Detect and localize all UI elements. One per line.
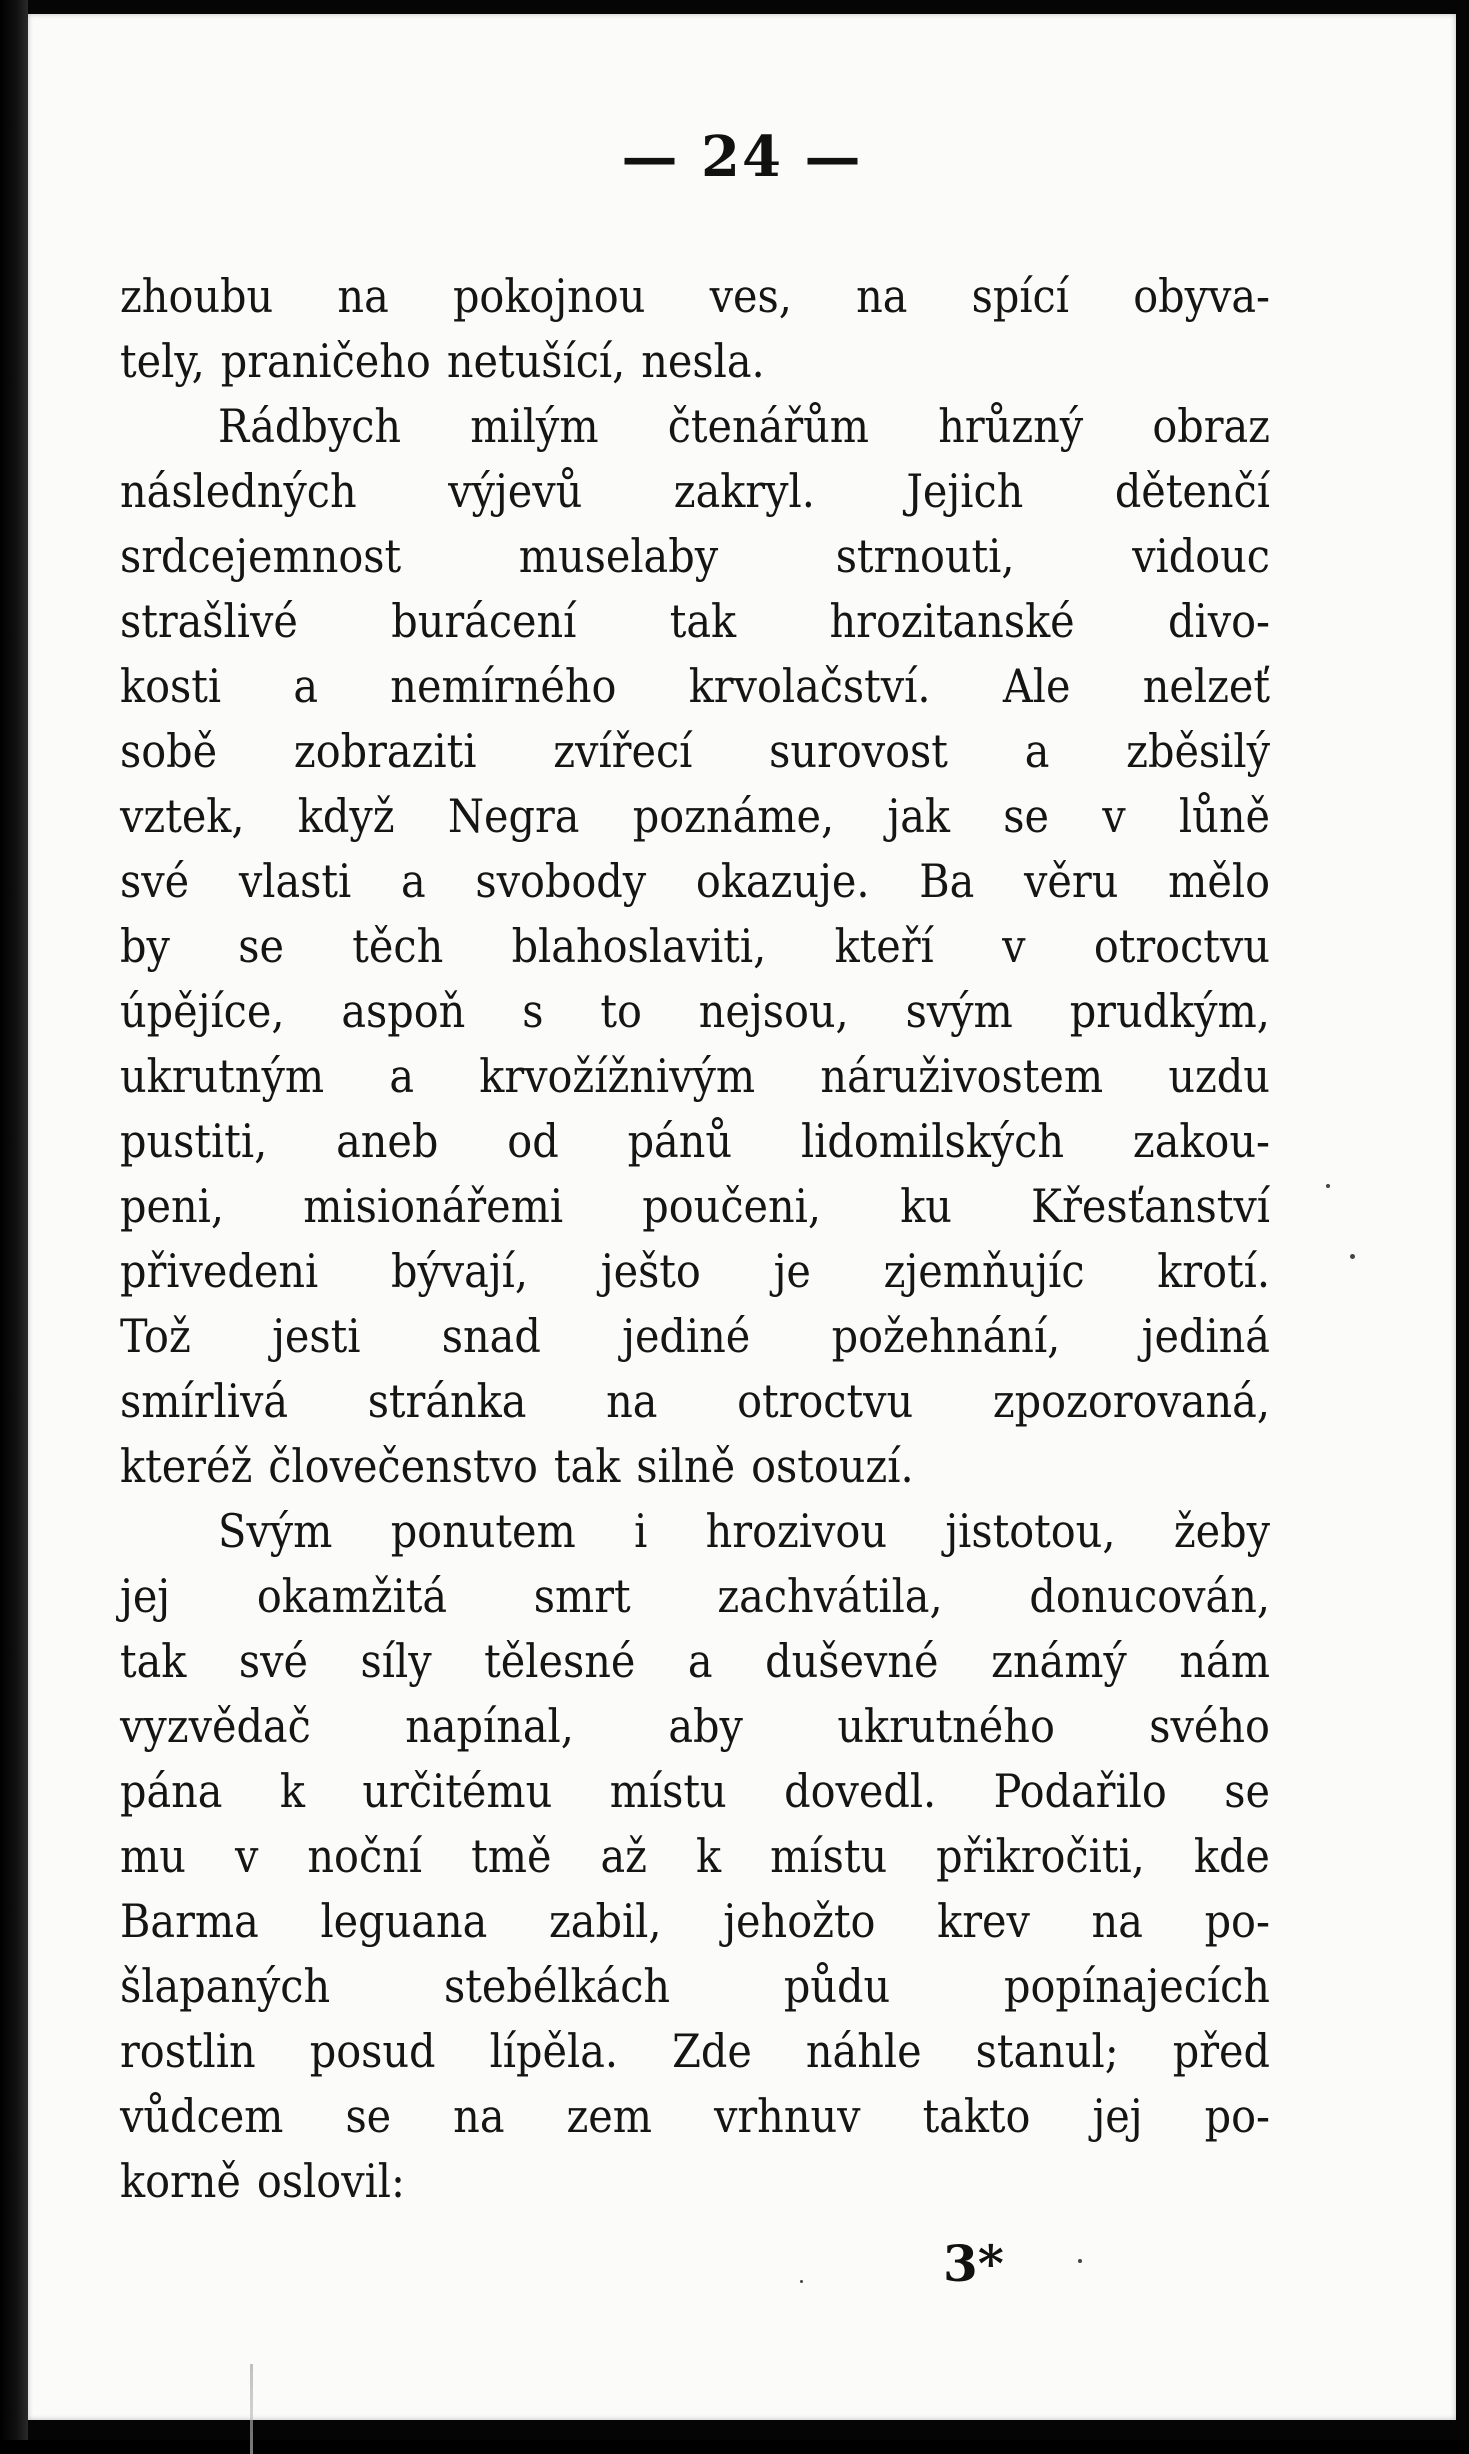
scan-scratch — [250, 2364, 253, 2454]
word: až — [600, 1829, 647, 1883]
word: k — [279, 1764, 305, 1818]
word: kteréž — [120, 1439, 253, 1493]
text-line — [120, 1304, 1270, 1369]
text-line — [120, 1174, 1270, 1239]
word: zpozorovaná, — [992, 1374, 1270, 1428]
word: zjemňujíc — [883, 1244, 1085, 1298]
word: i — [634, 1504, 648, 1558]
word: půdu — [783, 1959, 891, 2013]
word: v — [1002, 919, 1026, 973]
word: na — [337, 269, 389, 323]
word: okazuje. — [695, 854, 870, 908]
word: zem — [566, 2089, 653, 2143]
word: síly — [360, 1634, 432, 1688]
word: Negra — [447, 789, 580, 843]
word: ukrutným — [120, 1049, 325, 1103]
word: čtenářům — [667, 399, 870, 453]
scan-speck — [1326, 1184, 1330, 1188]
page-body-text — [120, 264, 1270, 2214]
word: pustiti, — [120, 1114, 268, 1168]
word: jistotou, — [945, 1504, 1116, 1558]
word: šlapaných — [120, 1959, 331, 2013]
word: burácení — [391, 594, 577, 648]
word: se — [345, 2089, 392, 2143]
word: své — [238, 1634, 308, 1688]
word: mu — [120, 1829, 186, 1883]
word: Ba — [919, 854, 975, 908]
word: bývají, — [390, 1244, 529, 1298]
text-line — [120, 2149, 1270, 2214]
word: strašlivé — [120, 594, 298, 648]
word: pána — [120, 1764, 223, 1818]
word: a — [687, 1634, 713, 1688]
binding-edge — [0, 0, 28, 2440]
word: když — [297, 789, 395, 843]
word: požehnání, — [831, 1309, 1061, 1363]
word: svým — [905, 984, 1013, 1038]
word: jehožto — [723, 1894, 876, 1948]
word: peni, — [120, 1179, 224, 1233]
word: korně — [120, 2154, 241, 2208]
scan-speck — [1078, 2259, 1082, 2263]
word: duševné — [765, 1634, 939, 1688]
word: blahoslaviti, — [511, 919, 767, 973]
word: přikročiti, — [936, 1829, 1145, 1883]
word: tak — [120, 1634, 187, 1688]
word: místu — [609, 1764, 727, 1818]
word: na — [606, 1374, 658, 1428]
word: vrhnuv — [714, 2089, 861, 2143]
word: na — [856, 269, 908, 323]
word: rostlin — [120, 2024, 256, 2078]
word: Křesťanství — [1031, 1179, 1270, 1233]
word: své — [120, 854, 190, 908]
word: Svým — [218, 1504, 333, 1558]
word: jej — [1092, 2089, 1143, 2143]
word: hrůzný — [938, 399, 1084, 453]
word: nelzeť — [1142, 659, 1270, 713]
word: poznáme, — [632, 789, 835, 843]
text-line — [120, 654, 1270, 719]
word: tak — [553, 1439, 621, 1493]
word: napínal, — [405, 1699, 574, 1753]
word: posud — [309, 2024, 436, 2078]
word: je — [773, 1244, 811, 1298]
word: svobody — [475, 854, 647, 908]
text-line — [120, 1564, 1270, 1629]
word: jak — [887, 789, 950, 843]
text-line — [120, 1109, 1270, 1174]
word: Barma — [120, 1894, 259, 1948]
word: před — [1172, 2024, 1270, 2078]
word: zvířecí — [553, 724, 693, 778]
word: to — [600, 984, 642, 1038]
text-line — [120, 1499, 1270, 1564]
word: surovost — [769, 724, 948, 778]
word: a — [1024, 724, 1050, 778]
word: oslovil: — [256, 2154, 405, 2208]
word: leguana — [320, 1894, 488, 1948]
word: misionářemi — [303, 1179, 564, 1233]
word: človečenstvo — [268, 1439, 538, 1493]
word: dovedl. — [784, 1764, 937, 1818]
word: vidouc — [1132, 529, 1270, 583]
word: kde — [1193, 1829, 1270, 1883]
word: smrt — [533, 1569, 631, 1623]
word: tely, — [120, 334, 205, 388]
word: kosti — [120, 659, 222, 713]
word: od — [507, 1114, 559, 1168]
text-line — [120, 1889, 1270, 1954]
word: Ale — [1002, 659, 1071, 713]
word: popínajecích — [1003, 1959, 1270, 2013]
text-line — [120, 1239, 1270, 1304]
word: kteří — [834, 919, 934, 973]
word: žeby — [1173, 1504, 1270, 1558]
word: Rádbych — [218, 399, 402, 453]
word: na — [453, 2089, 505, 2143]
word: okamžitá — [256, 1569, 448, 1623]
word: snad — [441, 1309, 541, 1363]
word: tak — [669, 594, 737, 648]
word: jej — [120, 1569, 171, 1623]
word: lípěla. — [489, 2024, 619, 2078]
text-line — [120, 849, 1270, 914]
word: pánů — [627, 1114, 733, 1168]
word: aby — [668, 1699, 743, 1753]
word: krvolačství. — [688, 659, 931, 713]
text-line — [120, 459, 1270, 524]
word: pokojnou — [452, 269, 646, 323]
page-number: — 24 — — [621, 124, 863, 190]
text-line — [120, 2019, 1270, 2084]
word: takto — [922, 2089, 1031, 2143]
word: svého — [1149, 1699, 1270, 1753]
word: aspoň — [341, 984, 466, 1038]
word: ku — [900, 1179, 952, 1233]
word: hrozitanské — [829, 594, 1075, 648]
word: jediné — [622, 1309, 751, 1363]
word: následných — [120, 464, 357, 518]
word: náhle — [805, 2024, 922, 2078]
word: nesla. — [641, 334, 765, 388]
word: vůdcem — [120, 2089, 284, 2143]
word: sobě — [120, 724, 218, 778]
word: zobraziti — [293, 724, 477, 778]
text-line — [120, 1824, 1270, 1889]
text-line — [120, 914, 1270, 979]
book-page — [28, 14, 1456, 2420]
scan-speck — [1350, 1254, 1355, 1259]
word: otroctvu — [1093, 919, 1270, 973]
word: ostouzí. — [751, 1439, 914, 1493]
text-line — [120, 1629, 1270, 1694]
text-line — [120, 1434, 1270, 1499]
word: k — [696, 1829, 722, 1883]
word: a — [293, 659, 319, 713]
word: krotí. — [1157, 1244, 1270, 1298]
word: zakou- — [1132, 1114, 1270, 1168]
word: lidomilských — [800, 1114, 1064, 1168]
word: jediná — [1141, 1309, 1270, 1363]
word: po- — [1204, 2089, 1270, 2143]
word: ukrutného — [837, 1699, 1055, 1753]
scan-speck — [800, 2280, 803, 2283]
word: stebélkách — [443, 1959, 671, 2013]
word: milým — [470, 399, 599, 453]
word: Podařilo — [993, 1764, 1167, 1818]
word: známý — [991, 1634, 1127, 1688]
word: nejsou, — [698, 984, 849, 1038]
word: úpějíce, — [120, 984, 285, 1038]
word: ponutem — [390, 1504, 576, 1558]
word: krvožížnivým — [479, 1049, 756, 1103]
word: aneb — [336, 1114, 439, 1168]
word: praničeho — [220, 334, 431, 388]
signature-mark: 3* — [943, 2234, 1004, 2293]
text-line — [120, 784, 1270, 849]
text-line — [120, 719, 1270, 784]
word: nemírného — [390, 659, 617, 713]
word: noční — [307, 1829, 423, 1883]
word: ves, — [709, 269, 792, 323]
text-line — [120, 329, 1270, 394]
word: přivedeni — [120, 1244, 319, 1298]
word: donucován, — [1029, 1569, 1270, 1623]
text-line — [120, 1694, 1270, 1759]
word: mělo — [1168, 854, 1270, 908]
word: určitému — [362, 1764, 553, 1818]
word: a — [389, 1049, 415, 1103]
word: zabil, — [548, 1894, 662, 1948]
word: prudkým, — [1069, 984, 1270, 1038]
word: srdcejemnost — [120, 529, 402, 583]
word: smírlivá — [120, 1374, 288, 1428]
word: by — [120, 919, 170, 973]
word: a — [400, 854, 426, 908]
word: Tož — [120, 1309, 191, 1363]
word: stanul; — [975, 2024, 1119, 2078]
text-line — [120, 1759, 1270, 1824]
word: nám — [1179, 1634, 1270, 1688]
word: hrozivou — [705, 1504, 887, 1558]
text-line — [120, 1044, 1270, 1109]
word: na — [1091, 1894, 1143, 1948]
word: spící — [971, 269, 1069, 323]
word: po- — [1204, 1894, 1270, 1948]
word: Jejich — [906, 464, 1024, 518]
text-line — [120, 2084, 1270, 2149]
word: uzdu — [1168, 1049, 1270, 1103]
word: vztek, — [120, 789, 245, 843]
word: muselaby — [518, 529, 719, 583]
text-line — [120, 1369, 1270, 1434]
word: silně — [636, 1439, 736, 1493]
word: věru — [1024, 854, 1119, 908]
word: otroctvu — [737, 1374, 914, 1428]
word: zhoubu — [120, 269, 274, 323]
word: zachvátila, — [717, 1569, 943, 1623]
word: ješto — [600, 1244, 701, 1298]
word: dětenčí — [1114, 464, 1270, 518]
text-line — [120, 394, 1270, 459]
word: obyva- — [1133, 269, 1270, 323]
word: se — [1003, 789, 1049, 843]
word: těch — [352, 919, 444, 973]
word: se — [238, 919, 284, 973]
word: místu — [770, 1829, 888, 1883]
word: s — [522, 984, 544, 1038]
word: obraz — [1152, 399, 1270, 453]
word: vyzvědač — [120, 1699, 311, 1753]
text-line — [120, 524, 1270, 589]
word: náruživostem — [820, 1049, 1104, 1103]
word: zakryl. — [673, 464, 815, 518]
word: v — [234, 1829, 259, 1883]
word: výjevů — [448, 464, 583, 518]
word: netušící, — [446, 334, 626, 388]
word: tmě — [471, 1829, 552, 1883]
word: divo- — [1168, 594, 1270, 648]
word: se — [1224, 1764, 1270, 1818]
word: tělesné — [484, 1634, 636, 1688]
word: v — [1102, 789, 1126, 843]
word: stránka — [367, 1374, 527, 1428]
word: poučeni, — [642, 1179, 822, 1233]
word: jesti — [272, 1309, 361, 1363]
text-line — [120, 1954, 1270, 2019]
word: strnouti, — [835, 529, 1015, 583]
word: krev — [937, 1894, 1030, 1948]
text-line — [120, 589, 1270, 654]
text-line — [120, 979, 1270, 1044]
text-line — [120, 264, 1270, 329]
word: vlasti — [238, 854, 352, 908]
word: lůně — [1178, 789, 1270, 843]
word: zběsilý — [1126, 724, 1270, 778]
word: Zde — [672, 2024, 752, 2078]
